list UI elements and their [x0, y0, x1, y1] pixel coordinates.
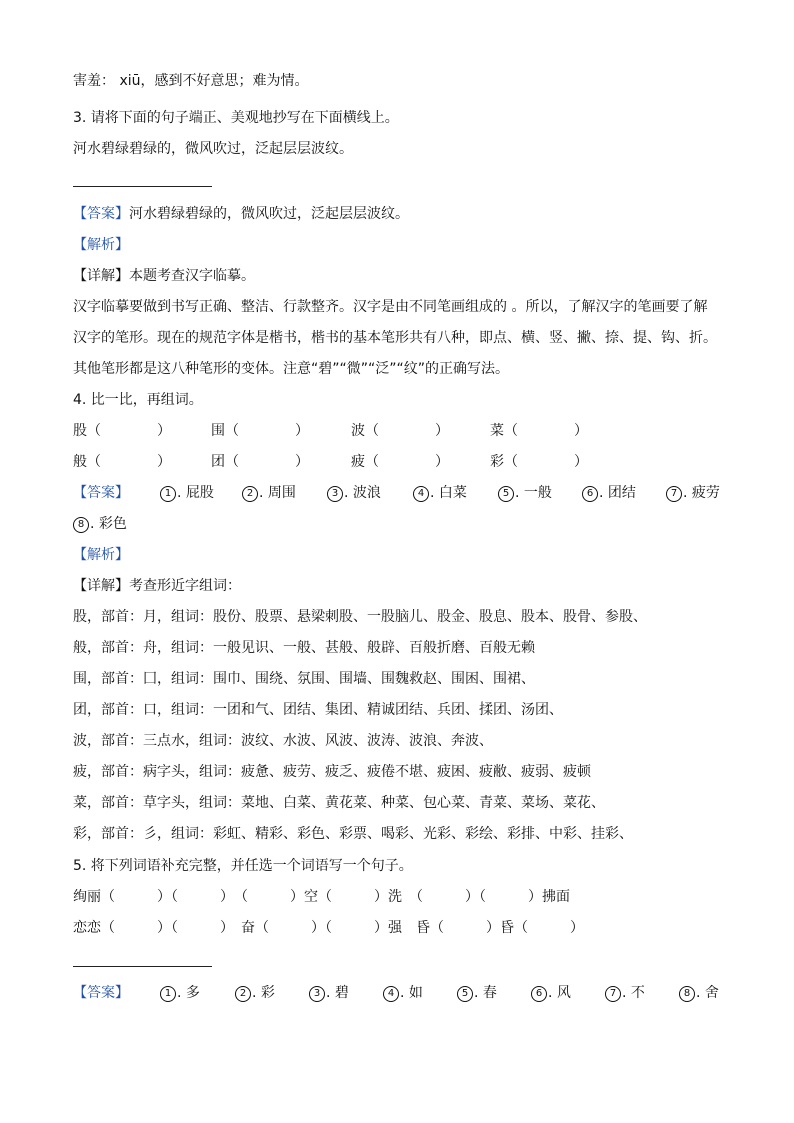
answer-word: 疲劳: [691, 485, 720, 501]
answer-word: 风: [556, 985, 571, 1001]
answer-item: 2 . 彩: [235, 984, 275, 1002]
detail-text: 本题考查汉字临摹。: [129, 268, 255, 284]
q5-title: 5. 将下列词语补充完整，并任选一个词语写一个句子。: [73, 858, 413, 874]
q5-row-1: 绚丽（ ）（ ） （ ）空（ ）洗 （ ）（ ）拂面: [73, 889, 570, 905]
answer-word: 碧: [334, 985, 349, 1001]
word-group-line: 波，部首：三点水，组词：波纹、水波、风波、波涛、波浪、奔波、: [73, 733, 493, 749]
writing-line: [73, 966, 212, 967]
q3-title: 3. 请将下面的句子端正、美观地抄写在下面横线上。: [73, 110, 399, 126]
number-circle: 2: [235, 986, 251, 1002]
word-group-line: 般，部首：舟，组词：一般见识、一般、甚般、般辟、百般折磨、百般无赖: [73, 640, 535, 656]
q3-para-1: 汉字临摹要做到书写正确、整洁、行款整齐。汉字是由不同笔画组成的 。所以，了解汉字的笔画要了解: [73, 299, 708, 315]
answer-word: 彩色: [98, 516, 127, 532]
q4-title: 4. 比一比，再组词。: [73, 392, 203, 408]
answer-item: 1 . 多: [160, 984, 200, 1002]
q4-detail: [73, 577, 241, 595]
answer-item: 8 . 舍: [679, 984, 719, 1002]
answer-item: 5 . 一般: [498, 484, 552, 502]
answer-word: 周围: [267, 485, 296, 501]
number-circle: 8: [679, 986, 695, 1002]
answer-word: 彩: [260, 985, 275, 1001]
answer-item: 3 . 波浪: [327, 484, 381, 502]
answer-word: 白菜: [438, 485, 467, 501]
q3-para-2: 汉字的笔形。现在的规范字体是楷书，楷书的基本笔形共有八种，即点、横、竖、撇、捺、提、钩、折。: [73, 330, 717, 346]
answer-item: 4 . 白菜: [413, 484, 467, 502]
q3-para-3: 其他笔形都是这八种笔形的变体。注意“碧”“微”“泛”“纹”的正确写法。: [73, 361, 510, 377]
answer-item: 8 . 彩色: [73, 515, 127, 533]
answer-word: 多: [185, 985, 200, 1001]
word-group-line: 疲，部首：病字头，组词：疲惫、疲劳、疲乏、疲倦不堪、疲困、疲敝、疲弱、疲顿: [73, 764, 591, 780]
answer-item: 6 . 风: [531, 984, 571, 1002]
analysis-tag: 【解析】: [73, 237, 129, 253]
answer-item: 4 . 如: [383, 984, 423, 1002]
answer-tag: 【答案】: [73, 485, 129, 501]
number-circle: 3: [309, 986, 325, 1002]
number-circle: 3: [327, 486, 343, 502]
number-circle: 6: [531, 986, 547, 1002]
number-circle: 7: [605, 986, 621, 1002]
word-group-line: 菜，部首：草字头，组词：菜地、白菜、黄花菜、种菜、包心菜、青菜、菜场、菜花、: [73, 795, 605, 811]
number-circle: 4: [383, 986, 399, 1002]
answer-item: 2 . 周围: [242, 484, 296, 502]
answer-item: 1 . 屁股: [160, 484, 214, 502]
analysis-tag: 【解析】: [73, 547, 129, 563]
number-circle: 4: [413, 486, 429, 502]
answer-text: 河水碧绿碧绿的，微风吹过，泛起层层波纹。: [129, 206, 409, 222]
number-circle: 2: [242, 486, 258, 502]
answer-item: 7 . 不: [605, 984, 645, 1002]
answer-item: 3 . 碧: [309, 984, 349, 1002]
writing-line: [73, 186, 212, 187]
answer-word: 春: [482, 985, 497, 1001]
answer-word: 屁股: [185, 485, 214, 501]
answer-tag: 【答案】: [73, 206, 129, 222]
word-group-line: 股，部首：月，组词：股份、股票、悬梁刺股、一股脑儿、股金、股息、股本、股骨、参股、: [73, 609, 647, 625]
q4-cell: 疲（ ）: [351, 454, 449, 470]
answer-word: 一般: [523, 485, 552, 501]
answer-item: 5 . 春: [457, 984, 497, 1002]
q3-answer: [73, 205, 409, 223]
q5-row-2: 恋恋（ ）（ ） 奋（ ）（ ）强 昏（ ）昏（ ）: [73, 920, 584, 936]
q4-cell: 彩（ ）: [490, 454, 588, 470]
detail-tag: 【详解】: [73, 268, 129, 284]
number-circle: 1: [160, 986, 176, 1002]
number-circle: 5: [457, 986, 473, 1002]
q4-cell: 般（ ）: [73, 454, 171, 470]
number-circle: 8: [73, 517, 89, 533]
word-group-line: 围，部首：囗，组词：围巾、围绕、氛围、围墙、围魏救赵、围困、围裙、: [73, 671, 535, 687]
answer-word: 波浪: [352, 485, 381, 501]
answer-word: 团结: [607, 485, 636, 501]
word-group-line: 彩，部首：彡，组词：彩虹、精彩、彩色、彩票、喝彩、光彩、彩绘、彩排、中彩、挂彩、: [73, 826, 633, 842]
q4-cell: 股（ ）: [73, 423, 171, 439]
answer-item: 6 . 团结: [582, 484, 636, 502]
q3-sentence: 河水碧绿碧绿的，微风吹过，泛起层层波纹。: [73, 141, 353, 157]
definition-line: 害羞： xiū，感到不好意思；难为情。: [73, 73, 309, 89]
q4-cell: 波（ ）: [351, 423, 449, 439]
q4-cell: 菜（ ）: [490, 423, 588, 439]
answer-word: 如: [408, 985, 423, 1001]
number-circle: 7: [666, 486, 682, 502]
number-circle: 6: [582, 486, 598, 502]
answer-word: 不: [630, 985, 645, 1001]
detail-text: 考查形近字组词：: [129, 578, 241, 594]
word-group-line: 团，部首：口，组词：一团和气、团结、集团、精诚团结、兵团、揉团、汤团、: [73, 702, 563, 718]
q4-cell: 团（ ）: [211, 454, 309, 470]
answer-item: 7 . 疲劳: [666, 484, 720, 502]
q3-detail: [73, 267, 255, 285]
answer-tag: 【答案】: [73, 985, 129, 1001]
number-circle: 5: [498, 486, 514, 502]
detail-tag: 【详解】: [73, 578, 129, 594]
number-circle: 1: [160, 486, 176, 502]
answer-word: 舍: [704, 985, 719, 1001]
q4-cell: 围（ ）: [211, 423, 309, 439]
